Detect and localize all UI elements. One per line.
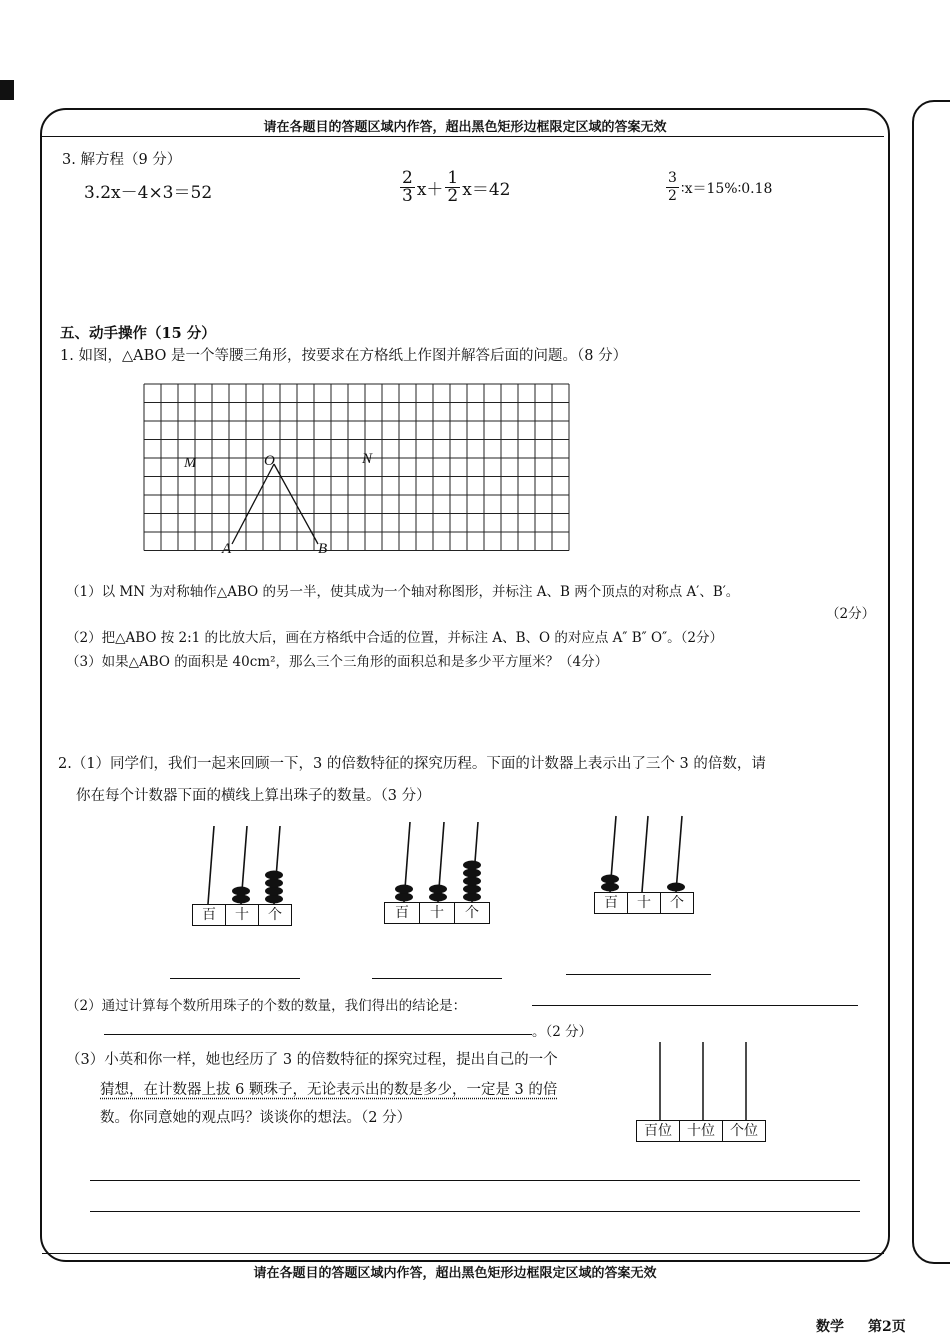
q2-intro-line1: 2.（1）同学们，我们一起来回顾一下，3 的倍数特征的探究历程。下面的计数器上表示出了三个 3 的倍数，请 bbox=[58, 756, 766, 772]
answer-line-3[interactable] bbox=[566, 974, 711, 975]
q2-part3-line2: 猜想，在计数器上拔 6 颗珠子，无论表示出的数是多少，一定是 3 的倍 bbox=[100, 1082, 558, 1098]
abacus-bead bbox=[265, 895, 283, 904]
eq2-f2-den: 2 bbox=[447, 186, 459, 206]
abacus-rod bbox=[208, 826, 214, 904]
footer-notice: 请在各题目的答题区域内作答，超出黑色矩形边框限定区域的答案无效 bbox=[253, 1266, 657, 1281]
label-a: A bbox=[222, 541, 232, 557]
eq2-tail: x＝42 bbox=[462, 180, 511, 200]
equation-2 bbox=[398, 170, 510, 205]
abacus-bead bbox=[667, 883, 685, 892]
abacus-bead bbox=[463, 861, 481, 870]
eq3-den: 2 bbox=[668, 188, 677, 204]
abacus-1-label-ones: 个 bbox=[268, 907, 282, 923]
label-m: M bbox=[184, 455, 197, 471]
q2-part2-score: 。（2 分） bbox=[532, 1024, 593, 1040]
conclusion-line-2[interactable] bbox=[104, 1034, 532, 1035]
abacus-2-label-tens: 十 bbox=[420, 903, 455, 923]
q2-part3-line3: 数。你同意她的观点吗？谈谈你的想法。（2 分） bbox=[100, 1110, 412, 1126]
label-n: N bbox=[362, 451, 373, 467]
q1-part1: （1）以 MN 为对称轴作△ABO 的另一半，使其成为一个轴对称图形，并标注 A、B 两个顶点的对称点 A′、B′。 bbox=[66, 584, 740, 600]
abacus-bead bbox=[463, 885, 481, 894]
footer-divider bbox=[42, 1253, 884, 1254]
eq3-tail: ∶x＝15%∶0.18 bbox=[680, 180, 773, 197]
big-abacus-box bbox=[636, 1120, 766, 1142]
label-b: B bbox=[318, 541, 328, 557]
header-notice: 请在各题目的答题区域内作答，超出黑色矩形边框限定区域的答案无效 bbox=[263, 120, 667, 135]
abacus-bead bbox=[429, 885, 447, 894]
header-divider bbox=[42, 136, 884, 137]
answer-line-1[interactable] bbox=[170, 978, 300, 979]
q1-part2: （2）把△ABO 按 2:1 的比放大后，画在方格纸中合适的位置，并标注 A、B、O 的对应点 A″ B″ O″。（2分） bbox=[66, 630, 723, 646]
abacus-bead bbox=[463, 877, 481, 886]
abacus-bead bbox=[265, 879, 283, 888]
abacus-3-box bbox=[594, 892, 694, 914]
equation-1: 3.2x－4×3＝52 bbox=[84, 183, 213, 203]
grid-paper bbox=[140, 380, 580, 566]
abacus-bead bbox=[395, 893, 413, 902]
abacus-bead bbox=[232, 887, 250, 896]
q3-title: 3. 解方程（9 分） bbox=[62, 152, 182, 168]
abacus-3-label-hundreds: 百 bbox=[595, 893, 628, 913]
eq2-mid: x＋ bbox=[416, 180, 444, 200]
abacus-1-label-hundreds: 百 bbox=[193, 905, 226, 925]
abacus-1-box bbox=[192, 904, 292, 926]
abacus-bead bbox=[232, 895, 250, 904]
eq3-num: 3 bbox=[668, 170, 677, 186]
abacus-bead bbox=[601, 875, 619, 884]
abacus-bead bbox=[395, 885, 413, 894]
abacus-bead bbox=[601, 883, 619, 892]
abacus-2-label-ones: 个 bbox=[465, 905, 479, 921]
abacus-1-label-tens: 十 bbox=[226, 905, 259, 925]
big-abacus-label-tens: 十位 bbox=[680, 1121, 723, 1141]
abacus-bead bbox=[463, 893, 481, 902]
abacus-2-box bbox=[384, 902, 490, 924]
answer-line-4[interactable] bbox=[90, 1180, 860, 1181]
eq2-f1-den: 3 bbox=[402, 186, 413, 206]
abacus-bead bbox=[265, 887, 283, 896]
equation-3 bbox=[664, 170, 772, 205]
abacus-3-label-tens: 十 bbox=[628, 893, 661, 913]
answer-line-2[interactable] bbox=[372, 978, 502, 979]
abacus-rod bbox=[642, 816, 648, 892]
abacus-bead bbox=[463, 869, 481, 878]
eq2-f1-num: 2 bbox=[402, 168, 413, 188]
abacus-2-label-hundreds: 百 bbox=[385, 903, 420, 923]
q1-part1-score: （2分） bbox=[826, 606, 876, 622]
label-o: O bbox=[264, 453, 275, 469]
q2-part2: （2）通过计算每个数所用珠子的个数的数量，我们得出的结论是： bbox=[66, 998, 467, 1014]
next-column-frame bbox=[912, 100, 950, 1264]
big-abacus-rods bbox=[630, 1038, 780, 1124]
corner-mark bbox=[0, 80, 14, 100]
q2-intro-line2: 你在每个计数器下面的横线上算出珠子的数量。（3 分） bbox=[76, 788, 431, 804]
abacus-bead bbox=[429, 893, 447, 902]
section5-title: 五、动手操作（15 分） bbox=[60, 325, 216, 342]
abacus-3-label-ones: 个 bbox=[670, 895, 684, 911]
page-subject: 数学 bbox=[816, 1319, 844, 1335]
abacus-rod bbox=[676, 816, 682, 892]
big-abacus-label-ones: 个位 bbox=[730, 1123, 758, 1139]
q1-part3: （3）如果△ABO 的面积是 40cm²，那么三个三角形的面积总和是多少平方厘米？（4分） bbox=[66, 654, 609, 670]
big-abacus-label-hundreds: 百位 bbox=[637, 1121, 680, 1141]
abacus-bead bbox=[265, 871, 283, 880]
answer-line-5[interactable] bbox=[90, 1211, 860, 1212]
page-number: 第2页 bbox=[868, 1319, 906, 1335]
q1-intro: 1. 如图，△ABO 是一个等腰三角形，按要求在方格纸上作图并解答后面的问题。（8 分） bbox=[60, 348, 628, 364]
q2-part3-line1: （3）小英和你一样，她也经历了 3 的倍数特征的探究过程，提出自己的一个 bbox=[66, 1052, 558, 1068]
eq2-f2-num: 1 bbox=[447, 168, 459, 188]
conclusion-line-1[interactable] bbox=[532, 1005, 858, 1006]
